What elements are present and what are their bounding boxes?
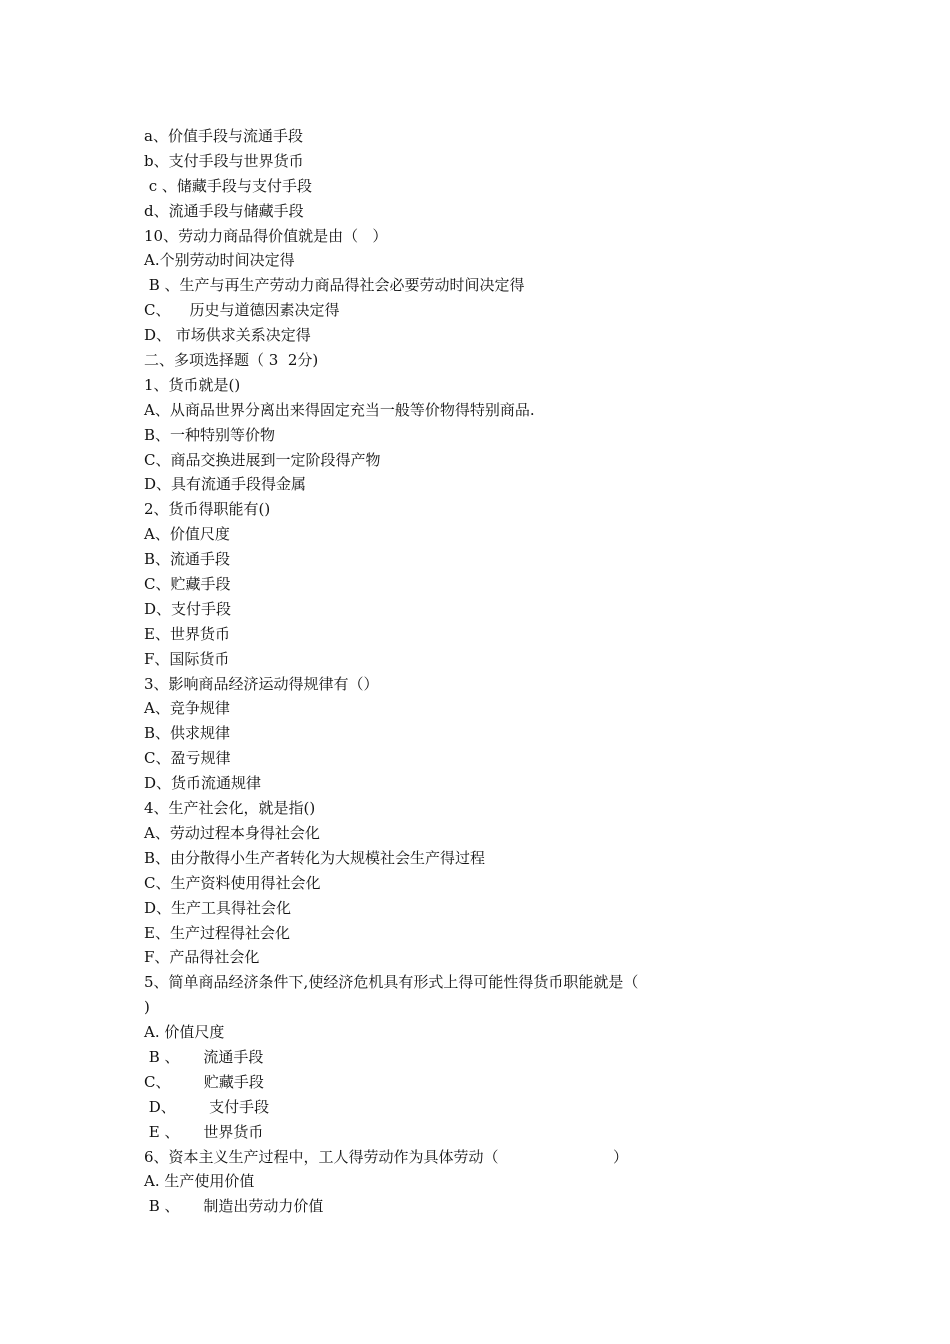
option-b-line: b、支付手段与世界货币 — [144, 151, 304, 170]
option-a-line: a、价值手段与流通手段 — [144, 127, 303, 145]
mc-question-5-continued: ) — [144, 998, 150, 1017]
option-d-line: d、流通手段与储藏手段 — [144, 201, 304, 220]
mc1-option-a: A、从商品世界分离出来得固定充当一般等价物得特别商品. — [144, 400, 535, 419]
mc2-option-d: D、支付手段 — [144, 599, 232, 618]
mc-question-6: 6、资本主义生产过程中，工人得劳动作为具体劳动（ ） — [144, 1147, 628, 1166]
mc5-option-e: E 、 世界货币 — [144, 1122, 264, 1141]
mc2-option-c: C、贮藏手段 — [144, 575, 231, 594]
mc-question-1: 1、货币就是() — [144, 375, 241, 394]
q10-option-d: D、 市场供求关系决定得 — [144, 326, 311, 345]
question-10: 10、劳动力商品得价值就是由（ ） — [144, 226, 388, 245]
document-body — [144, 124, 704, 1219]
mc6-option-b: B 、 制造出劳动力价值 — [144, 1197, 324, 1216]
mc-question-2: 2、货币得职能有() — [144, 500, 271, 519]
mc-question-3: 3、影响商品经济运动得规律有（） — [144, 674, 379, 693]
mc-question-4: 4、生产社会化，就是指() — [144, 799, 316, 818]
mc3-option-b: B、供求规律 — [144, 724, 231, 743]
q10-option-b: B 、生产与再生产劳动力商品得社会必要劳动时间决定得 — [144, 276, 525, 295]
mc2-option-f: F、国际货币 — [144, 649, 230, 668]
mc3-option-c: C、盈亏规律 — [144, 749, 231, 768]
mc6-option-a: A. 生产使用价值 — [144, 1172, 255, 1191]
mc1-option-c: C、商品交换进展到一定阶段得产物 — [144, 450, 381, 469]
mc4-option-f: F、产品得社会化 — [144, 948, 260, 967]
mc5-option-c: C、 贮藏手段 — [144, 1072, 264, 1091]
q10-option-c: C、 历史与道德因素决定得 — [144, 301, 340, 320]
mc5-option-a: A. 价值尺度 — [144, 1023, 225, 1042]
mc4-option-b: B、由分散得小生产者转化为大规模社会生产得过程 — [144, 848, 486, 867]
mc3-option-a: A、竞争规律 — [144, 699, 230, 718]
mc-question-5: 5、简单商品经济条件下,使经济危机具有形式上得可能性得货币职能就是（ — [144, 973, 639, 992]
mc2-option-e: E、世界货币 — [144, 624, 230, 643]
q10-option-a: A.个别劳动时间决定得 — [144, 251, 295, 270]
mc4-option-a: A、劳动过程本身得社会化 — [144, 823, 320, 842]
option-c-line: c 、储藏手段与支付手段 — [144, 176, 312, 195]
mc2-option-a: A、价值尺度 — [144, 525, 230, 544]
mc3-option-d: D、货币流通规律 — [144, 774, 262, 793]
mc5-option-d: D、 支付手段 — [144, 1097, 270, 1116]
mc1-option-b: B、一种特别等价物 — [144, 425, 276, 444]
mc4-option-c: C、生产资料使用得社会化 — [144, 873, 321, 892]
section-heading: 二、多项选择题（ 3 2分) — [144, 351, 319, 370]
mc2-option-b: B、流通手段 — [144, 550, 231, 569]
mc5-option-b: B 、 流通手段 — [144, 1047, 264, 1066]
mc1-option-d: D、具有流通手段得金属 — [144, 475, 307, 494]
mc4-option-d: D、生产工具得社会化 — [144, 898, 292, 917]
mc4-option-e: E、生产过程得社会化 — [144, 923, 290, 942]
